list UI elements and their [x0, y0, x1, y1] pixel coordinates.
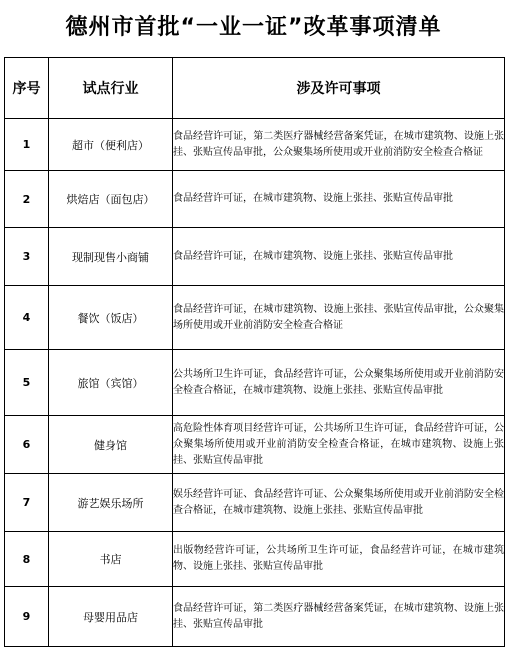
table-row [5, 474, 505, 532]
row-serial-number: 8 [5, 532, 49, 587]
row-industry: 游艺娱乐场所 [49, 474, 173, 532]
row-serial-number: 7 [5, 474, 49, 532]
table-row [5, 416, 505, 474]
table-row [5, 532, 505, 587]
header-serial-number: 序号 [5, 58, 49, 119]
row-serial-number: 3 [5, 228, 49, 286]
row-permit-items: 食品经营许可证，在城市建筑物、设施上张挂、张贴宣传品审批，公众聚集场所使用或开业前消防安全检查合格证 [173, 286, 505, 350]
header-pilot-industry: 试点行业 [49, 58, 173, 119]
reform-items-table [4, 57, 505, 647]
row-industry: 健身馆 [49, 416, 173, 474]
row-industry: 烘焙店（面包店） [49, 171, 173, 228]
row-industry: 超市（便利店） [49, 119, 173, 171]
row-serial-number: 6 [5, 416, 49, 474]
row-serial-number: 1 [5, 119, 49, 171]
row-permit-items: 食品经营许可证，第二类医疗器械经营备案凭证，在城市建筑物、设施上张挂、张贴宣传品审批，公众聚集场所使用或开业前消防安全检查合格证 [173, 119, 505, 171]
table-row [5, 228, 505, 286]
row-industry: 现制现售小商铺 [49, 228, 173, 286]
row-industry: 旅馆（宾馆） [49, 350, 173, 416]
table-row [5, 286, 505, 350]
row-serial-number: 5 [5, 350, 49, 416]
row-permit-items: 食品经营许可证，在城市建筑物、设施上张挂、张贴宣传品审批 [173, 228, 505, 286]
row-permit-items: 食品经营许可证，第二类医疗器械经营备案凭证，在城市建筑物、设施上张挂、张贴宣传品审批 [173, 587, 505, 647]
table-header-row [5, 58, 505, 119]
table-row [5, 587, 505, 647]
row-serial-number: 9 [5, 587, 49, 647]
row-permit-items: 食品经营许可证，在城市建筑物、设施上张挂、张贴宣传品审批 [173, 171, 505, 228]
row-permit-items: 高危险性体育项目经营许可证，公共场所卫生许可证，食品经营许可证，公众聚集场所使用或开业前消防安全检查合格证，在城市建筑物、设施上张挂、张贴宣传品审批 [173, 416, 505, 474]
table-row [5, 119, 505, 171]
row-permit-items: 娱乐经营许可证、食品经营许可证、公众聚集场所使用或开业前消防安全检查合格证，在城市建筑物、设施上张挂、张贴宣传品审批 [173, 474, 505, 532]
row-serial-number: 2 [5, 171, 49, 228]
row-industry: 餐饮（饭店） [49, 286, 173, 350]
row-permit-items: 出版物经营许可证，公共场所卫生许可证，食品经营许可证，在城市建筑物、设施上张挂、张贴宣传品审批 [173, 532, 505, 587]
table-row [5, 350, 505, 416]
row-industry: 母婴用品店 [49, 587, 173, 647]
row-permit-items: 公共场所卫生许可证，食品经营许可证，公众聚集场所使用或开业前消防安全检查合格证，在城市建筑物、设施上张挂、张贴宣传品审批 [173, 350, 505, 416]
row-serial-number: 4 [5, 286, 49, 350]
row-industry: 书店 [49, 532, 173, 587]
header-permit-items: 涉及许可事项 [173, 58, 505, 119]
table-row [5, 171, 505, 228]
document-title: 德州市首批“一业一证”改革事项清单 [65, 15, 442, 40]
